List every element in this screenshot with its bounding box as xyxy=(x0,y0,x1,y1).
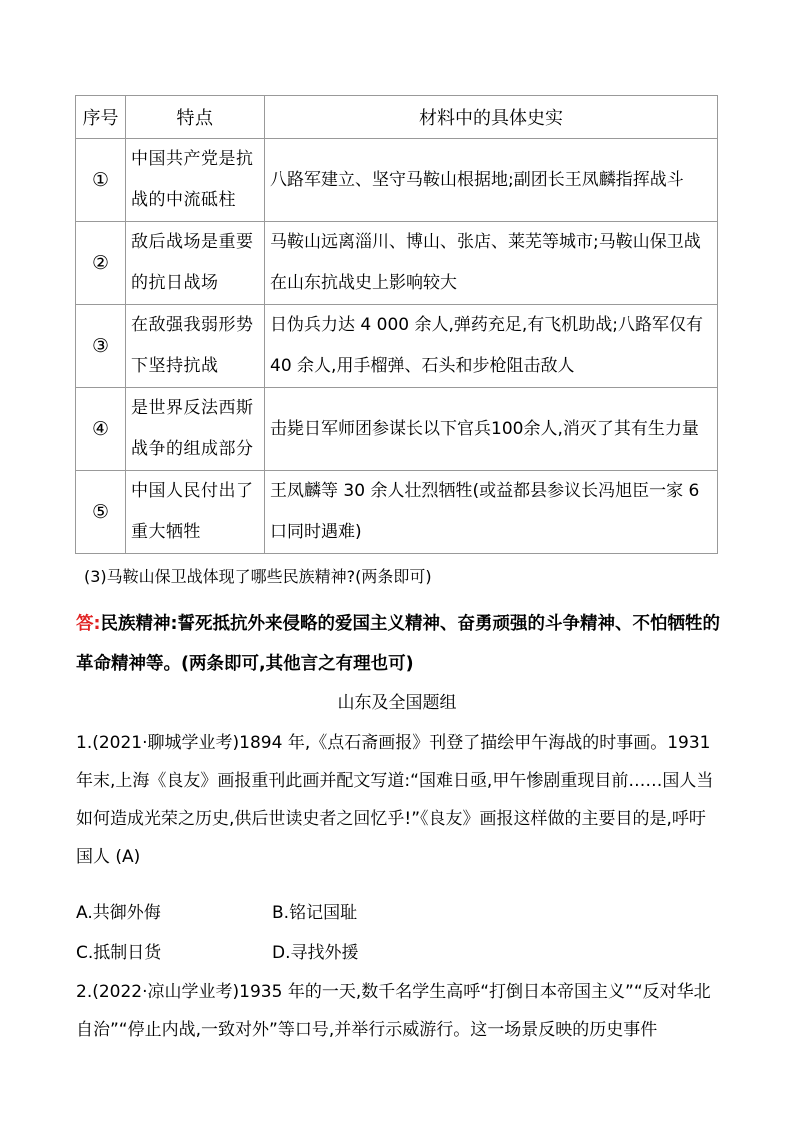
table-row xyxy=(76,388,718,471)
header-facts: 材料中的具体史实 xyxy=(265,96,718,139)
option-d: D.寻找外援 xyxy=(272,943,359,963)
row-number: ② xyxy=(76,222,126,305)
answer-tag: 答: xyxy=(76,614,101,634)
row-feature: 中国人民付出了重大牺牲 xyxy=(126,471,265,554)
header-number: 序号 xyxy=(76,96,126,139)
row-feature: 敌后战场是重要的抗日战场 xyxy=(126,222,265,305)
row-feature: 在敌强我弱形势下坚持抗战 xyxy=(126,305,265,388)
row-number: ④ xyxy=(76,388,126,471)
row-feature: 是世界反法西斯战争的组成部分 xyxy=(126,388,265,471)
row-fact: 日伪兵力达 4 000 余人,弹药充足,有飞机助战;八路军仅有 40 余人,用手榴弹、石头和步枪阻击敌人 xyxy=(265,305,718,388)
option-a: A.共御外侮 xyxy=(76,903,161,923)
row-fact: 八路军建立、坚守马鞍山根据地;副团长王凤麟指挥战斗 xyxy=(265,139,718,222)
question-3: (3)马鞍山保卫战体现了哪些民族精神?(两条即可) xyxy=(84,567,432,586)
row-fact: 击毙日军师团参谋长以下官兵100余人,消灭了其有生力量 xyxy=(265,388,718,471)
option-c: C.抵制日货 xyxy=(76,943,162,963)
answer-block xyxy=(76,604,721,684)
question-1-stem: 1.(2021·聊城学业考)1894 年,《点石斋画报》刊登了描绘甲午海战的时事画。1931 年末,上海《良友》画报重刊此画并配文写道:“国难日亟,甲午惨剧重现目前……国人当如何造成光荣之历史,供后世读史者之回忆乎!”《良友》画报这样做的主要目的是,呼吁国人 (A) xyxy=(76,733,714,867)
table-header-row xyxy=(76,96,718,139)
table-row xyxy=(76,139,718,222)
history-facts-table xyxy=(75,95,718,554)
table-row xyxy=(76,305,718,388)
row-number: ① xyxy=(76,139,126,222)
option-b: B.铭记国耻 xyxy=(272,903,358,923)
row-fact: 王凤麟等 30 余人壮烈牺牲(或益都县参议长冯旭臣一家 6 口同时遇难) xyxy=(265,471,718,554)
answer-text: 民族精神:誓死抵抗外来侵略的爱国主义精神、奋勇顽强的斗争精神、不怕牺牲的革命精神等。(两条即可,其他言之有理也可) xyxy=(76,614,720,674)
table-row xyxy=(76,222,718,305)
row-feature: 中国共产党是抗战的中流砥柱 xyxy=(126,139,265,222)
table-row xyxy=(76,471,718,554)
question-2-stem: 2.(2022·凉山学业考)1935 年的一天,数千名学生高呼“打倒日本帝国主义”“反对华北自治”“停止内战,一致对外”等口号,并举行示威游行。这一场景反映的历史事件 xyxy=(76,982,711,1040)
row-number: ⑤ xyxy=(76,471,126,554)
row-fact: 马鞍山远离淄川、博山、张店、莱芜等城市;马鞍山保卫战在山东抗战史上影响较大 xyxy=(265,222,718,305)
section-title: 山东及全国题组 xyxy=(337,693,457,713)
header-feature: 特点 xyxy=(126,96,265,139)
row-number: ③ xyxy=(76,305,126,388)
